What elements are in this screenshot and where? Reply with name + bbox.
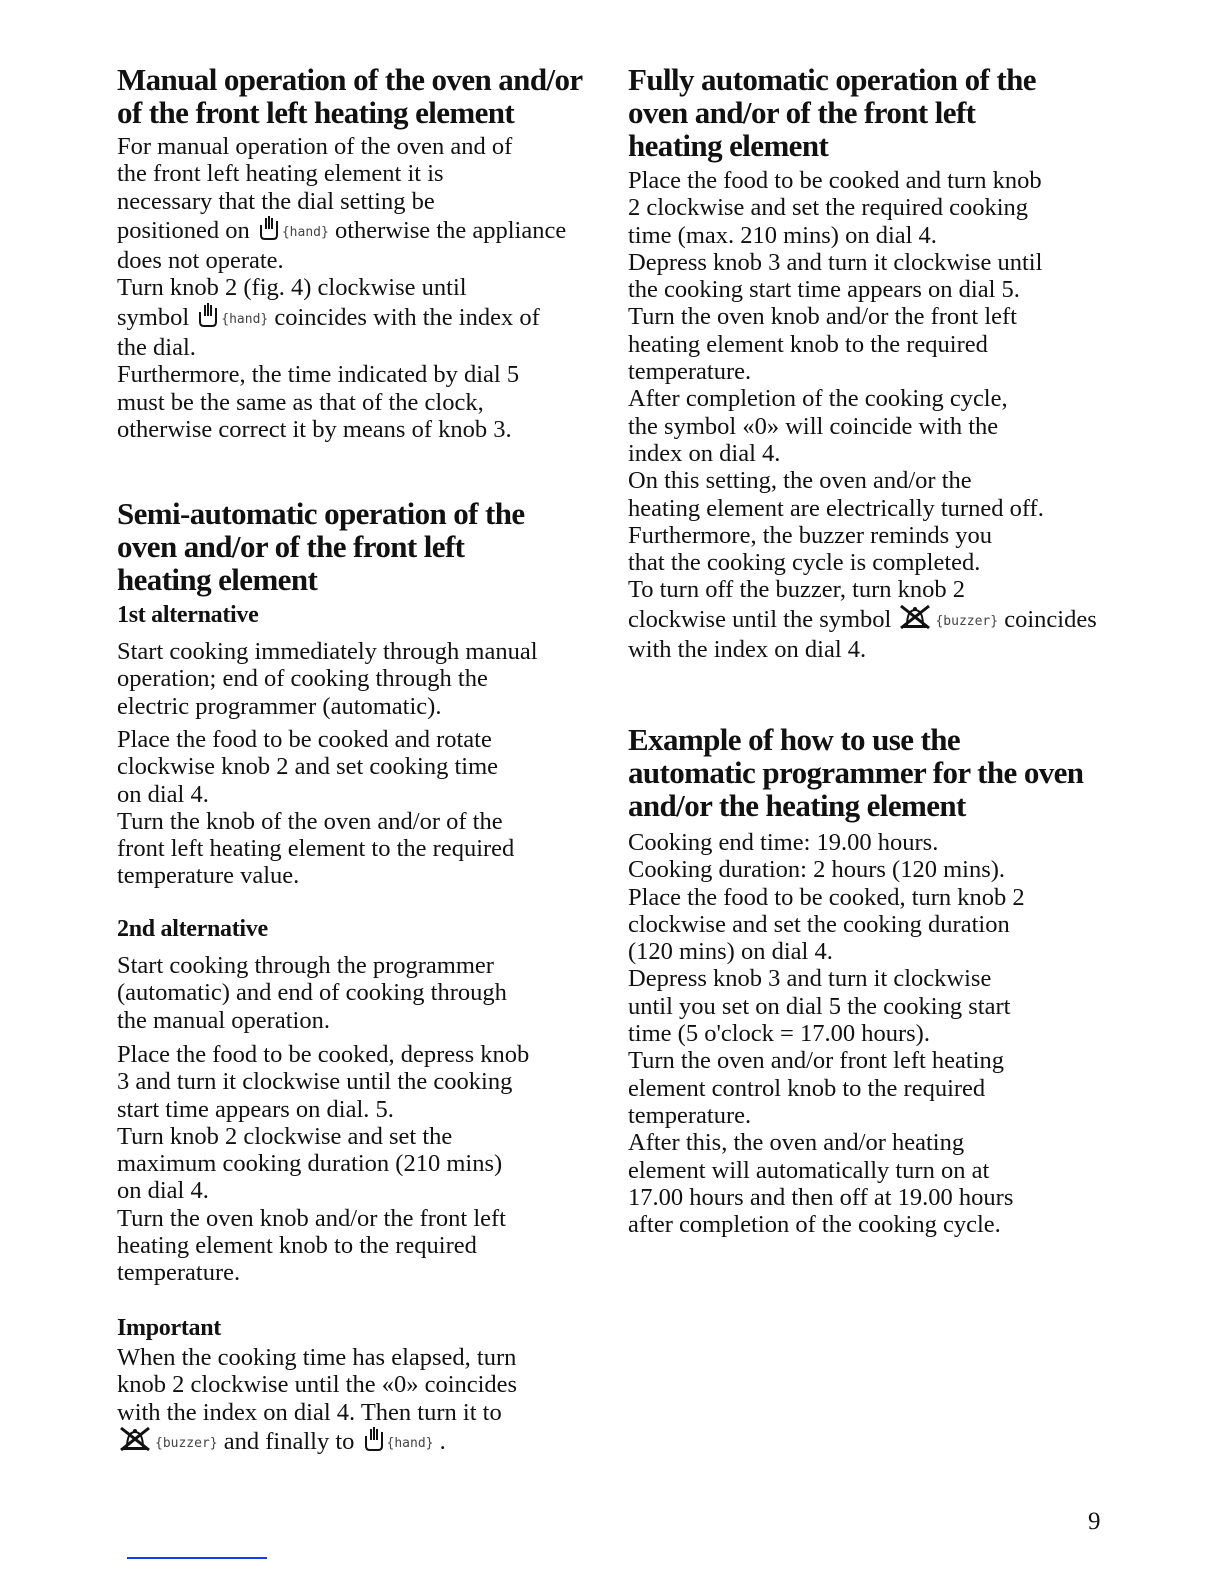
text-line: Furthermore, the buzzer reminds you [628, 521, 992, 549]
symbol-token: {hand} [221, 311, 269, 327]
text-line: temperature. [628, 1101, 752, 1129]
footer-rule [127, 1557, 267, 1559]
text-line: (automatic) and end of cooking through [117, 979, 507, 1007]
full-auto-heading [628, 64, 1036, 162]
heading-line: Example of how to use the [628, 722, 961, 757]
text-line: temperature. [628, 358, 752, 386]
text-line: until you set on dial 5 the cooking start [628, 992, 1011, 1020]
text-line: front left heating element to the required [117, 835, 515, 863]
text-line: (120 mins) on dial 4. [628, 938, 833, 966]
first-alt-intro [117, 638, 538, 720]
text-line: does not operate. [117, 247, 284, 275]
heading-line: heating element [628, 127, 829, 163]
text-line: knob 2 clockwise until the «0» coincides [117, 1371, 518, 1399]
second-alt-steps [117, 1041, 529, 1287]
text-line: Start cooking immediately through manual [117, 638, 538, 665]
text-line: Place the food to be cooked and rotate [117, 726, 492, 753]
text-line: clockwise and set the cooking duration [628, 910, 1010, 938]
text-line: Place the food to be cooked, depress knob [117, 1041, 530, 1068]
symbol-token: {buzzer} [155, 1435, 218, 1451]
first-alt-steps [117, 726, 514, 890]
text-line: index on dial 4. [628, 439, 781, 467]
full-auto-para [628, 167, 1097, 663]
text-line: the symbol «0» will coincide with the [628, 412, 999, 440]
text-line: clockwise until the symbol {buzzer} coincides [628, 604, 1097, 636]
text-line: necessary that the dial setting be [117, 187, 435, 215]
text-line: Place the food to be cooked, turn knob 2 [628, 883, 1025, 911]
text-line: 3 and turn it clockwise until the cooking [117, 1068, 513, 1096]
manual-hand-icon [197, 302, 219, 334]
text-line: the front left heating element it is [117, 160, 444, 188]
text-line: the cooking start time appears on dial 5. [628, 276, 1020, 304]
symbol-token: {hand} [281, 224, 329, 240]
text-line: Turn the oven and/or front left heating [628, 1047, 1005, 1075]
heading-line: oven and/or of the front left [117, 528, 465, 564]
text-line: For manual operation of the oven and of [117, 133, 513, 160]
semi-heading [117, 498, 525, 596]
text-line: with the index on dial 4. Then turn it to [117, 1398, 502, 1426]
text-line: Cooking end time: 19.00 hours. [628, 829, 939, 856]
text-line: 2 clockwise and set the required cooking [628, 194, 1029, 222]
symbol-token: {hand} [386, 1435, 434, 1451]
text-line: temperature. [117, 1259, 241, 1287]
text-line: Place the food to be cooked and turn knob [628, 167, 1042, 194]
text-line: maximum cooking duration (210 mins) [117, 1150, 503, 1178]
symbol-token: {buzzer} [935, 613, 999, 629]
text-line: 17.00 hours and then off at 19.00 hours [628, 1183, 1014, 1211]
heading-line: heating element [117, 561, 318, 597]
text-line: clockwise knob 2 and set cooking time [117, 753, 499, 781]
text-line: heating element knob to the required [117, 1232, 477, 1260]
text-line: the manual operation. [117, 1006, 330, 1034]
buzzer-off-icon [899, 604, 933, 636]
text-line: time (5 o'clock = 17.00 hours). [628, 1020, 930, 1048]
text-line: start time appears on dial. 5. [117, 1095, 394, 1123]
text-line: {buzzer} and finally to {hand} . [117, 1426, 517, 1458]
text-line: Start cooking through the programmer [117, 952, 494, 979]
text-line: Turn knob 2 (fig. 4) clockwise until [117, 274, 467, 302]
heading-line: automatic programmer for the oven [628, 754, 1084, 790]
second-alt-intro [117, 952, 507, 1034]
text-line: Depress knob 3 and turn it clockwise until [628, 248, 1043, 276]
text-line: To turn off the buzzer, turn knob 2 [628, 576, 966, 604]
text-line: temperature value. [117, 862, 300, 890]
text-line: heating element are electrically turned off. [628, 494, 1044, 522]
example-heading [628, 724, 1083, 822]
text-line: the dial. [117, 334, 196, 362]
text-line: Turn knob 2 clockwise and set the [117, 1122, 453, 1150]
text-line: Turn the knob of the oven and/or of the [117, 807, 503, 835]
heading-line: 1st alternative [117, 602, 259, 628]
second-alt-heading [117, 916, 268, 943]
heading-line: Manual operation of the oven and/or [117, 62, 583, 97]
text-line: after completion of the cooking cycle. [628, 1211, 1001, 1239]
text-line: time (max. 210 mins) on dial 4. [628, 221, 937, 249]
text-line: element will automatically turn on at [628, 1156, 990, 1184]
text-line: with the index on dial 4. [628, 636, 867, 664]
text-line: Turn the oven knob and/or the front left [117, 1204, 506, 1232]
important-para [117, 1344, 517, 1458]
heading-line: and/or the heating element [628, 787, 966, 823]
text-line: Furthermore, the time indicated by dial 5 [117, 361, 520, 389]
manual-hand-icon [258, 215, 280, 247]
manual-para [117, 133, 566, 443]
text-line: heating element knob to the required [628, 330, 988, 358]
heading-line: Important [117, 1315, 221, 1341]
text-line: must be the same as that of the clock, [117, 388, 484, 416]
manual-hand-icon [363, 1426, 385, 1458]
example-para [628, 829, 1025, 1238]
text-line: otherwise correct it by means of knob 3. [117, 415, 512, 443]
text-line: operation; end of cooking through the [117, 665, 488, 693]
heading-line: of the front left heating element [117, 94, 515, 130]
text-line: that the cooking cycle is completed. [628, 549, 981, 577]
text-line: Turn the oven knob and/or the front left [628, 303, 1017, 331]
text-line: Cooking duration: 2 hours (120 mins). [628, 856, 1006, 884]
text-line: positioned on {hand} otherwise the appliance [117, 215, 566, 247]
heading-line: Fully automatic operation of the [628, 62, 1036, 97]
text-line: on dial 4. [117, 1177, 209, 1205]
text-line: After completion of the cooking cycle, [628, 385, 1008, 413]
page-number: 9 [1088, 1508, 1101, 1535]
text-line: element control knob to the required [628, 1074, 986, 1102]
buzzer-off-icon [119, 1426, 153, 1458]
text-line: electric programmer (automatic). [117, 692, 442, 720]
text-line: When the cooking time has elapsed, turn [117, 1344, 517, 1371]
important-heading [117, 1315, 221, 1342]
text-line: After this, the oven and/or heating [628, 1129, 965, 1157]
first-alt-heading [117, 602, 258, 629]
text-line: symbol {hand} coincides with the index of [117, 302, 566, 334]
text-line: on dial 4. [117, 780, 209, 808]
heading-line: oven and/or of the front left [628, 94, 976, 130]
heading-line: Semi-automatic operation of the [117, 496, 525, 531]
text-line: Depress knob 3 and turn it clockwise [628, 965, 992, 993]
text-line: On this setting, the oven and/or the [628, 467, 972, 495]
manual-heading [117, 64, 583, 130]
heading-line: 2nd alternative [117, 916, 268, 942]
